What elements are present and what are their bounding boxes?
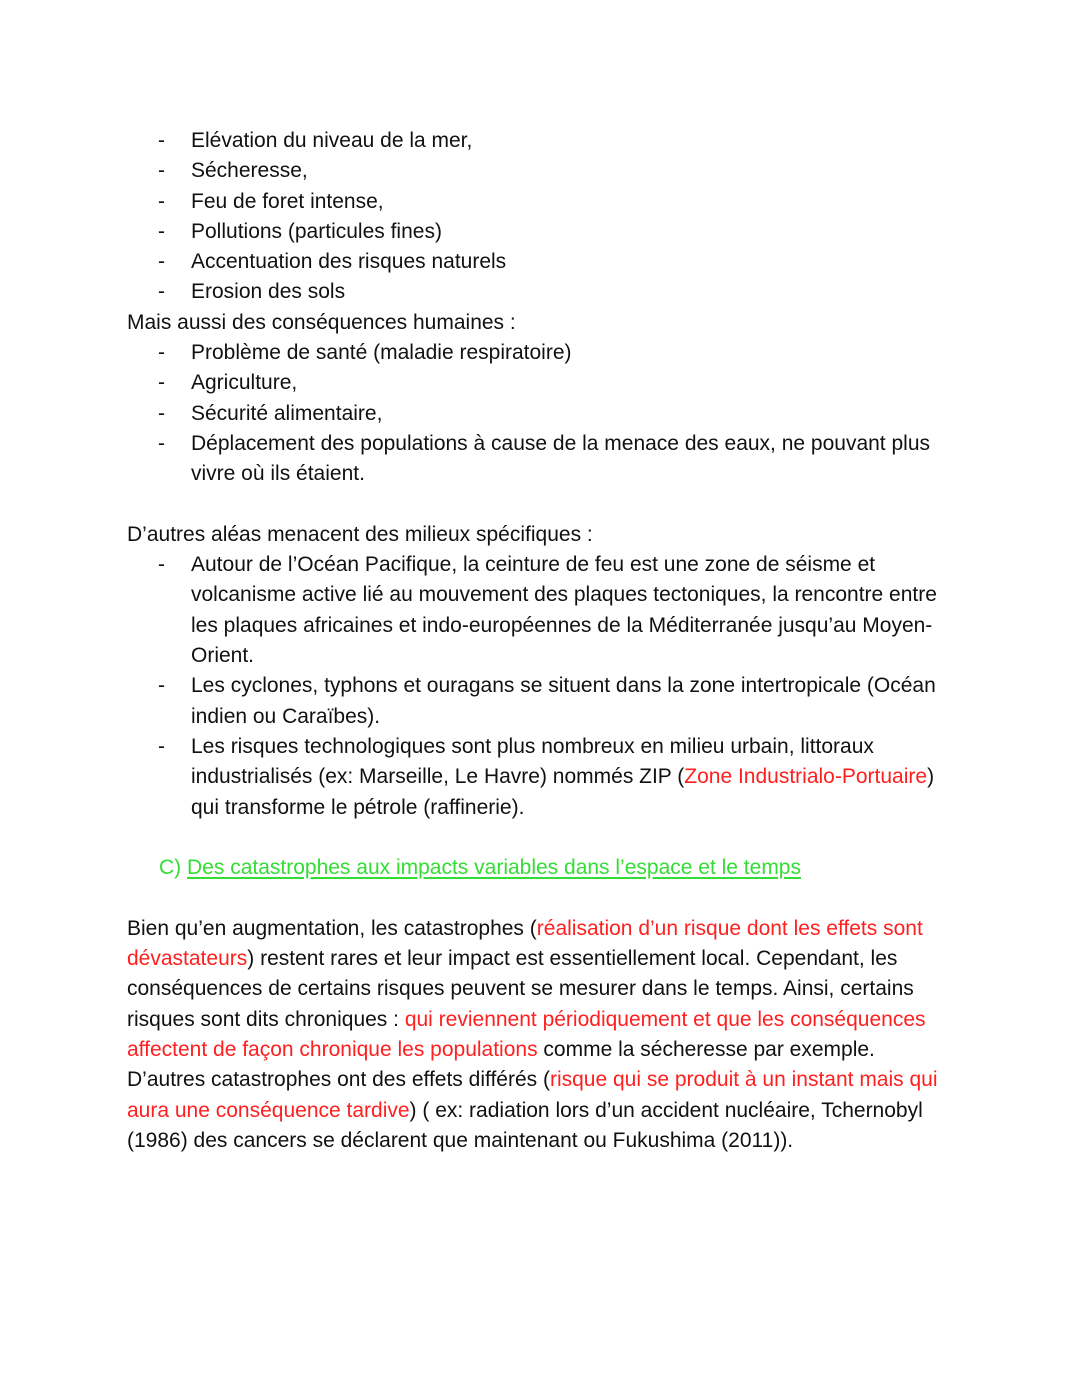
definition-text: risque qui se produit à un instant mais qui aura une conséquence tardive [127, 1068, 938, 1122]
specific-hazards-list [127, 550, 957, 823]
list-item-text: Les risques technologiques sont plus nombreux en milieu urbain, littoraux industrialisés (ex: Marseille, Le Havre) nommés ZIP ( [191, 734, 874, 789]
section-heading-c [127, 853, 957, 883]
blank-line [127, 823, 957, 853]
paragraph-text: comme la sécheresse par exemple. [537, 1037, 875, 1061]
list-item: - Problème de santé (maladie respiratoire) [127, 338, 957, 368]
human-consequences-list [127, 338, 957, 489]
definition-text: qui reviennent périodiquement et que les conséquences affectent de façon chronique les populations [127, 1007, 926, 1061]
environmental-consequences-list [127, 126, 957, 308]
deferred-effects-paragraph [127, 1065, 957, 1156]
list-item: - Feu de foret intense, [127, 187, 957, 217]
definition-text: réalisation d’un risque dont les effets sont dévastateurs [127, 916, 923, 971]
blank-line [127, 490, 957, 520]
specific-hazards-intro: D’autres aléas menacent des milieux spécifiques : [127, 522, 593, 546]
list-item: - Pollutions (particules fines) [127, 217, 957, 247]
catastrophes-paragraph [127, 914, 957, 1065]
list-item: - Sécheresse, [127, 156, 957, 186]
paragraph-text: ) restent rares et leur impact est essentiellement local. Cependant, les conséquences de certains risques peuvent se mesurer dans le temps. Ainsi, certains risques sont dits chroniques : [127, 947, 914, 1031]
paragraph-text: ) ( ex: radiation lors d’un accident nucléaire, Tchernobyl (1986) des cancers se déclarent que maintenant ou Fukushima (2011)). [127, 1098, 923, 1152]
section-prefix: C) [159, 856, 182, 880]
list-item: - Accentuation des risques naturels [127, 247, 957, 277]
list-item: - Sécurité alimentaire, [127, 399, 957, 429]
list-item: - Déplacement des populations à cause de la menace des eaux, ne pouvant plus vivre où ils étaient. [127, 429, 957, 490]
list-item: - Erosion des sols [127, 277, 957, 307]
list-item: - Elévation du niveau de la mer, [127, 126, 957, 156]
list-item-text: ) qui transforme le pétrole (raffinerie). [191, 765, 935, 819]
human-consequences-intro: Mais aussi des conséquences humaines : [127, 310, 516, 334]
list-item [127, 732, 957, 823]
section-title: Des catastrophes aux impacts variables dans l’espace et le temps [187, 856, 801, 880]
paragraph-text: Bien qu’en augmentation, les catastrophes ( [127, 916, 537, 940]
list-item: - Agriculture, [127, 368, 957, 398]
list-item: - Autour de l’Océan Pacifique, la ceinture de feu est une zone de séisme et volcanisme active lié au mouvement des plaques tectoniques, la rencontre entre les plaques africaines et indo-européennes de la Méditerranée jusqu’au Moyen-Orient. [127, 550, 957, 671]
document-page [127, 126, 957, 1156]
paragraph-text: D’autres catastrophes ont des effets différés ( [127, 1068, 550, 1092]
blank-line [127, 883, 957, 913]
list-item: - Les cyclones, typhons et ouragans se situent dans la zone intertropicale (Océan indien ou Caraïbes). [127, 671, 957, 732]
definition-text: Zone Industrialo-Portuaire [684, 765, 928, 789]
